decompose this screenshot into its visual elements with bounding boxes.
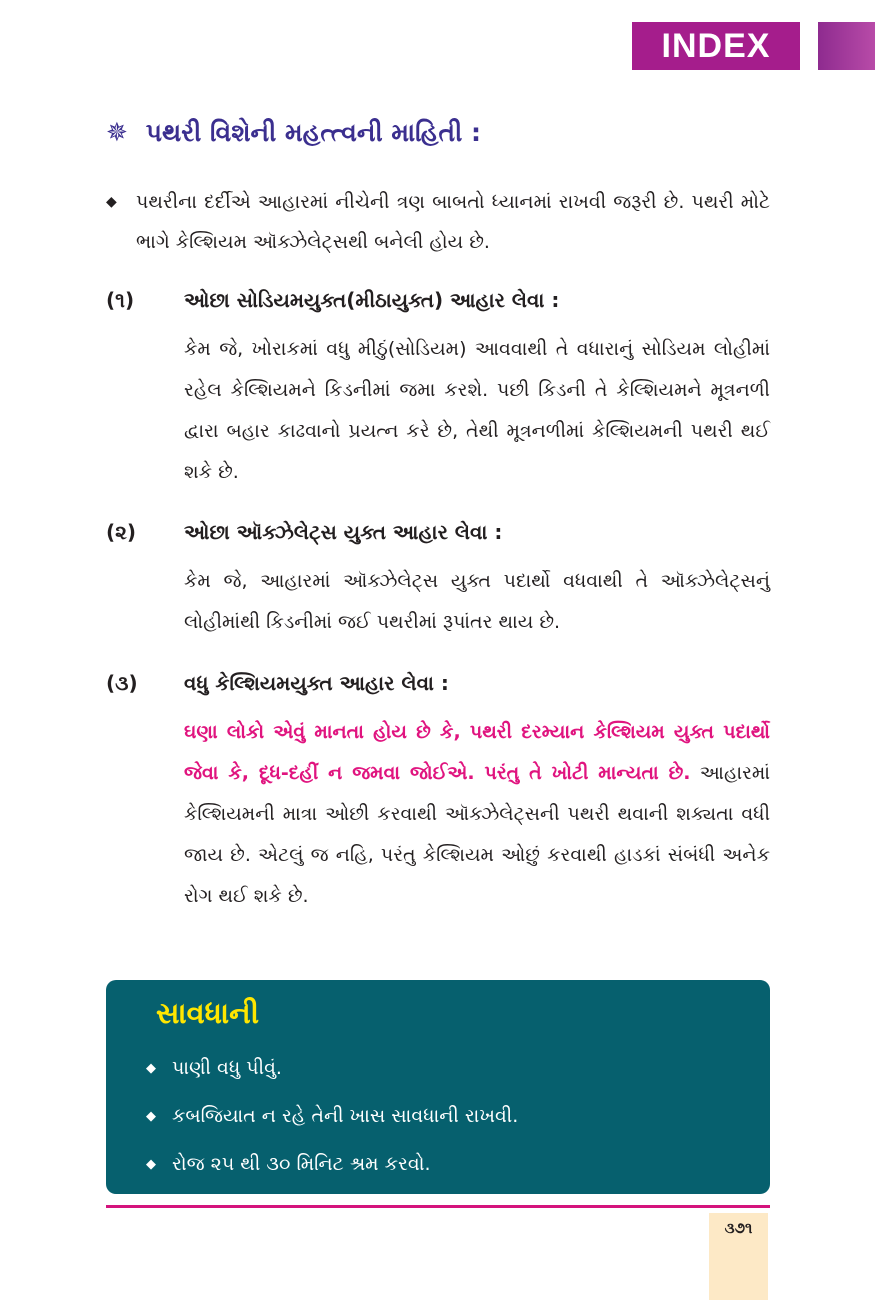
section-heading [106, 118, 786, 148]
point-1-number: (૧) [106, 288, 135, 312]
point-1-title: ઓછા સોડિયમયુક્ત(મીઠાયુક્ત) આહાર લેવા : [184, 288, 560, 312]
point-2-number: (૨) [106, 520, 137, 544]
point-2-heading [106, 520, 770, 544]
bullet-icon: ◆ [146, 1060, 156, 1076]
point-3-number: (૩) [106, 671, 138, 695]
caution-title: સાવધાની [156, 996, 260, 1030]
index-tab-edge [818, 22, 875, 70]
caution-list [146, 1044, 746, 1188]
caution-item [146, 1140, 746, 1188]
point-1-body: કેમ જે, ખોરાકમાં વધુ મીઠું(સોડિયમ) આવવાથી તે વધારાનું સોડિયમ લોહીમાં રહેલ કેલ્શિયમને કિડનીમાં જમા કરશે. પછી કિડની તે કેલ્શિયમને મૂત્રનળી દ્વારા બહાર કાઢવાનો પ્રયત્ન કરે છે, તેથી મૂત્રનળીમાં કેલ્શિયમની પથરી થઈ શકે છે. [184, 338, 770, 483]
caution-item-text: પાણી વધુ પીવું. [172, 1057, 282, 1079]
point-1-heading [106, 288, 770, 312]
bullet-icon: ◆ [146, 1108, 156, 1124]
point-3-highlight: ઘણા લોકો એવું માનતા હોય છે કે, પથરી દરમ્યાન કેલ્શિયમ યુક્ત પદાર્થો જેવા કે, દૂધ-દહીં ન જમવા જોઈએ. પરંતુ તે ખોટી માન્યતા છે. [184, 721, 770, 784]
bullet-icon: ◆ [106, 194, 117, 210]
star-burst-icon: ✵ [106, 118, 128, 148]
point-3-heading [106, 671, 770, 695]
index-button[interactable]: INDEX [632, 22, 806, 70]
intro-paragraph [106, 182, 770, 262]
intro-text: પથરીના દર્દીએ આહારમાં નીચેની ત્રણ બાબતો ધ્યાનમાં રાખવી જરૂરી છે. પથરી મોટે ભાગે કેલ્શિયમ ઑક્ઝેલેટ્સથી બનેલી હોય છે. [136, 191, 770, 253]
page-number: ૩૭૧ [709, 1213, 768, 1300]
point-2-body: કેમ જે, આહારમાં ઑક્ઝેલેટ્સ યુક્ત પદાર્થો વધવાથી તે ઑક્ઝેલેટ્સનું લોહીમાંથી કિડનીમાં જઈ પથરીમાં રૂપાંતર થાય છે. [184, 570, 770, 633]
caution-item [146, 1044, 746, 1092]
caution-item-text: રોજ ૨૫ થી ૩૦ મિનિટ શ્રમ કરવો. [172, 1153, 431, 1175]
section-heading-text: પથરી વિશેની મહત્ત્વની માહિતી : [145, 118, 481, 147]
point-3-title: વધુ કેલ્શિયમયુક્ત આહાર લેવા : [184, 671, 449, 695]
bullet-icon: ◆ [146, 1156, 156, 1172]
point-3-body [184, 712, 770, 917]
footer-divider [106, 1205, 770, 1208]
caution-item-text: કબજિયાત ન રહે તેની ખાસ સાવધાની રાખવી. [172, 1105, 519, 1127]
point-3-text: આહારમાં કેલ્શિયમની માત્રા ઓછી કરવાથી ઑક્ઝેલેટ્સની પથરી થવાની શક્યતા વધી જાય છે. એટલું જ નહિ, પરંતુ કેલ્શિયમ ઓછું કરવાથી હાડકાં સંબંધી અનેક રોગ થઈ શકે છે. [184, 762, 771, 907]
caution-item [146, 1092, 746, 1140]
point-2-title: ઓછા ઑક્ઝેલેટ્સ યુક્ત આહાર લેવા : [184, 520, 503, 544]
caution-box [106, 980, 770, 1194]
